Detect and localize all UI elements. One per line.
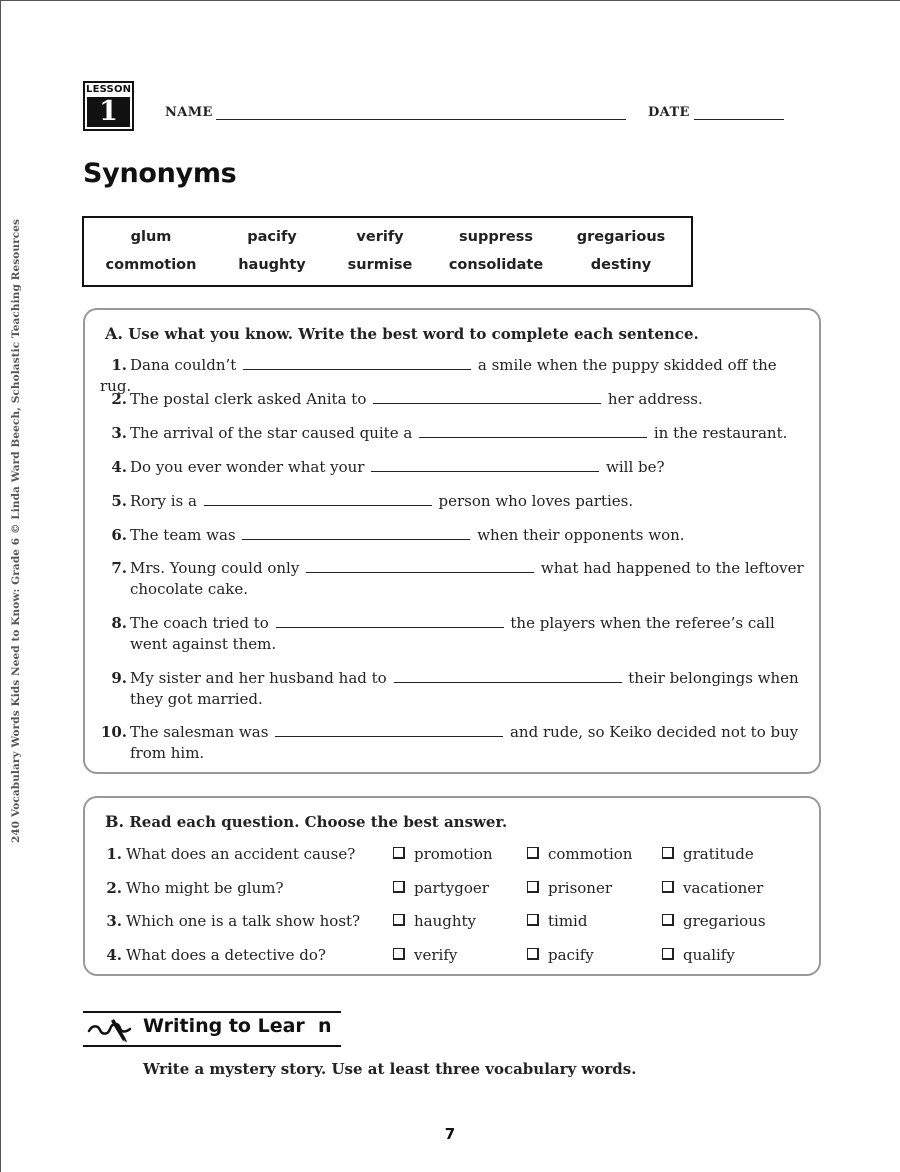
question-text: will be? [606, 458, 665, 476]
section-a-letter: A. [105, 324, 123, 343]
question-number: 6. [111, 526, 127, 544]
question-text: Rory is a [130, 492, 197, 510]
question-text: The team was [130, 526, 236, 544]
question-continuation: chocolate cake. [130, 580, 249, 598]
section-a-instruction: Use what you know. Write the best word to complete each sentence. [128, 325, 699, 343]
question-text: a smile when the puppy skidded off the rug. [100, 356, 777, 395]
question-text: My sister and her husband had to [130, 669, 387, 687]
answer-blank[interactable] [242, 525, 470, 540]
question-number: 4. [111, 458, 127, 476]
question-item [100, 491, 810, 512]
question-text: what had happened to the leftover [540, 559, 804, 577]
answer-blank[interactable] [371, 457, 599, 472]
question-item [100, 525, 810, 546]
checkbox-icon[interactable] [662, 948, 674, 960]
checkbox-icon[interactable] [527, 847, 539, 859]
writing-rule-top [83, 1011, 341, 1013]
answer-blank[interactable] [204, 491, 432, 506]
section-b [83, 796, 821, 976]
answer-blank[interactable] [419, 423, 647, 438]
question-text: The salesman was [130, 723, 269, 741]
writing-instruction: Write a mystery story. Use at least three vocabulary words. [143, 1060, 637, 1078]
question-text: and rude, so Keiko decided not to buy [509, 723, 799, 741]
question-text: person who loves parties. [438, 492, 634, 510]
option-label: verify [414, 946, 458, 964]
question-item [100, 668, 810, 710]
answer-blank[interactable] [276, 613, 504, 628]
name-field-line[interactable] [216, 119, 626, 120]
question-continuation: went against them. [130, 635, 277, 653]
lesson-number: 1 [87, 97, 130, 127]
option-label: gregarious [683, 912, 766, 930]
question-item [100, 457, 810, 478]
option-label: gratitude [683, 845, 754, 863]
question-text: when their opponents won. [477, 526, 685, 544]
question-item [100, 722, 810, 764]
checkbox-icon[interactable] [393, 847, 405, 859]
question-item [100, 389, 810, 410]
vocab-word: destiny [590, 257, 652, 273]
writing-rule-bottom [83, 1045, 341, 1047]
answer-option[interactable] [662, 845, 754, 863]
answer-option[interactable] [393, 946, 457, 964]
question-number: 1. [111, 356, 127, 374]
page-border-left [0, 0, 1, 1172]
writing-section-title: Writing to Lear n [143, 1015, 332, 1037]
section-a-heading [105, 324, 699, 343]
vocab-word: suppress [459, 229, 533, 245]
checkbox-icon[interactable] [393, 914, 405, 926]
question-text: Do you ever wonder what your [130, 458, 365, 476]
answer-option[interactable] [527, 879, 612, 897]
question-text: What does an accident cause? [126, 845, 356, 863]
vocab-word: surmise [347, 257, 413, 273]
mc-question [100, 912, 360, 930]
question-number: 5. [111, 492, 127, 510]
answer-blank[interactable] [373, 389, 601, 404]
question-text: What does a detective do? [126, 946, 326, 964]
side-credit: 240 Vocabulary Words Kids Need to Know: Grade 6 © Linda Ward Beech, Scholastic Teaching Resources [10, 218, 22, 843]
checkbox-icon[interactable] [527, 881, 539, 893]
question-number: 2. [111, 390, 127, 408]
mc-question [100, 879, 284, 897]
option-label: promotion [414, 845, 493, 863]
answer-option[interactable] [662, 879, 763, 897]
answer-option[interactable] [393, 912, 476, 930]
option-label: prisoner [548, 879, 613, 897]
answer-blank[interactable] [275, 722, 503, 737]
section-b-instruction: Read each question. Choose the best answer. [129, 813, 508, 831]
option-label: haughty [414, 912, 477, 930]
question-text: Who might be glum? [126, 879, 284, 897]
answer-blank[interactable] [243, 355, 471, 370]
question-number: 4. [106, 946, 122, 964]
question-text: Which one is a talk show host? [126, 912, 361, 930]
question-number: 9. [111, 669, 127, 687]
date-field-line[interactable] [694, 119, 784, 120]
option-label: qualify [683, 946, 735, 964]
question-item [100, 423, 810, 444]
question-number: 8. [111, 614, 127, 632]
name-label: NAME [165, 105, 213, 120]
question-text: her address. [607, 390, 703, 408]
option-label: partygoer [414, 879, 489, 897]
question-text: The coach tried to [130, 614, 269, 632]
vocabulary-word-box [82, 216, 693, 287]
section-b-letter: B. [105, 812, 125, 831]
vocab-word: pacify [247, 229, 297, 245]
question-number: 1. [106, 845, 122, 863]
option-label: commotion [548, 845, 633, 863]
question-number: 7. [111, 559, 127, 577]
question-text: The postal clerk asked Anita to [130, 390, 367, 408]
question-text: in the restaurant. [653, 424, 788, 442]
lesson-label: LESSON [86, 84, 132, 95]
question-text: The arrival of the star caused quite a [130, 424, 413, 442]
page-number: 7 [444, 1125, 456, 1143]
page-border-top [0, 0, 900, 1]
vocab-word: gregarious [576, 229, 666, 245]
option-label: pacify [548, 946, 594, 964]
answer-option[interactable] [662, 912, 766, 930]
question-text: Mrs. Young could only [130, 559, 300, 577]
section-a [83, 308, 821, 774]
checkbox-icon[interactable] [662, 847, 674, 859]
vocab-word: commotion [105, 257, 197, 273]
vocab-word: consolidate [448, 257, 544, 273]
answer-option[interactable] [393, 845, 493, 863]
lesson-badge [83, 81, 134, 131]
vocab-word: haughty [238, 257, 306, 273]
answer-option[interactable] [393, 879, 489, 897]
date-label: DATE [648, 105, 690, 120]
question-number: 10. [100, 723, 127, 741]
question-continuation: they got married. [130, 690, 263, 708]
checkbox-icon[interactable] [527, 914, 539, 926]
question-item [100, 558, 810, 600]
question-item [100, 613, 810, 655]
option-label: timid [548, 912, 588, 930]
answer-blank[interactable] [394, 668, 622, 683]
answer-option[interactable] [662, 946, 735, 964]
vocab-word: glum [130, 229, 172, 245]
answer-option[interactable] [527, 912, 587, 930]
question-text: their belongings when [628, 669, 799, 687]
question-text: Dana couldn’t [130, 356, 237, 374]
section-b-heading [105, 812, 507, 831]
question-number: 3. [111, 424, 127, 442]
checkbox-icon[interactable] [393, 881, 405, 893]
option-label: vacationer [683, 879, 764, 897]
question-text: the players when the referee’s call [510, 614, 775, 632]
mc-question [100, 845, 355, 863]
checkbox-icon[interactable] [662, 881, 674, 893]
answer-blank[interactable] [306, 558, 534, 573]
answer-option[interactable] [527, 845, 632, 863]
checkbox-icon[interactable] [527, 948, 539, 960]
checkbox-icon[interactable] [393, 948, 405, 960]
answer-option[interactable] [527, 946, 594, 964]
checkbox-icon[interactable] [662, 914, 674, 926]
vocab-word: verify [356, 229, 404, 245]
pen-scribble-icon [86, 1017, 134, 1043]
mc-question [100, 946, 326, 964]
question-number: 3. [106, 912, 122, 930]
page-title: Synonyms [83, 158, 237, 189]
question-number: 2. [106, 879, 122, 897]
question-continuation: from him. [130, 744, 205, 762]
